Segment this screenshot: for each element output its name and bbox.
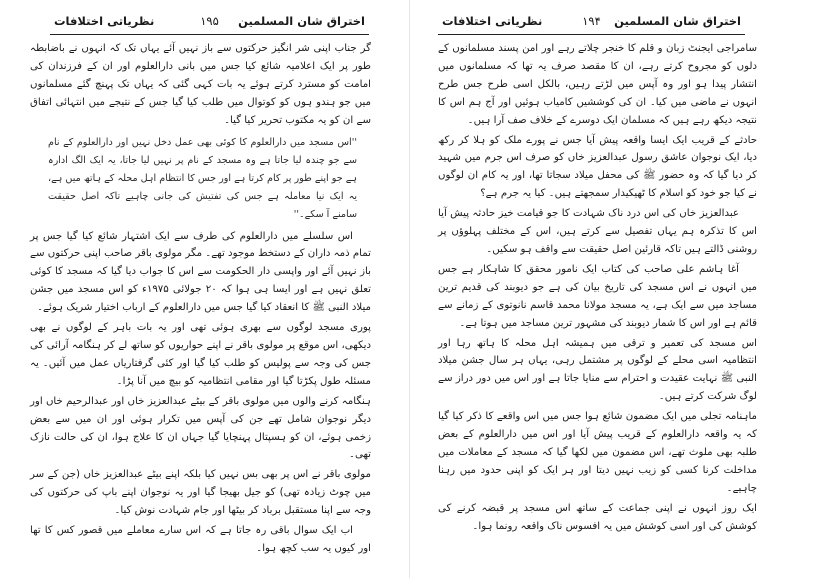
paragraph: عبدالعزیز خاں کی اس درد ناک شہادت کا جو قیامت خیز حادثہ پیش آیا اس کا تذکرہ ہم یہاں تفصیل سے کرتے ہیں، اس کے مختلف پہلوؤں پر روشنی ڈالتے ہیں تاکہ قارئین اصل حقیقت سے واقف ہو سکیں۔ bbox=[438, 208, 757, 255]
paragraph: آغا ہاشم علی صاحب کی کتاب ایک نامور محقق کا شاہکار ہے جس میں انہوں نے اس مسجد کی تاریخ بیان کی ہے جو دیوبند کی قدیم ترین مساجد میں سے ایک ہے، یہ مسجد مولانا محمد قاسم نانوتوی کے زمانے سے قائم ہے اور اس کا شمار دیوبند کی مشہور ترین مساجد میں ہوتا ہے۔ bbox=[438, 263, 757, 329]
paragraph: اس سلسلے میں دارالعلوم کی طرف سے ایک اشتہار شائع کیا گیا جس پر تمام ذمہ داران کے دستخط موجود تھے۔ مگر مولوی باقر صاحب اپنی حرکتوں سے باز نہیں آئے اور واپسی دار الحکومت سے اس کا جواب دیا گیا کہ مسجد کا کوئی تعلق نہیں ہے اور ایسا ہی ہوا کہ ۲۰ جولائی ۱۹۷۵ء کو اس مسجد میں جشن میلاد النبی ﷺ کا انعقاد کیا گیا جس میں دارالعلوم کے ارباب اختیار شریک ہوئے۔ bbox=[30, 230, 371, 314]
paragraph: ایک روز انہوں نے اپنی جماعت کے ساتھ اس مسجد پر قبضہ کرنے کی کوشش کی اور اسی کوشش میں یہ افسوس ناک واقعہ رونما ہوا۔ bbox=[438, 502, 757, 532]
left-header-topic: نظریاتی اختلافات bbox=[54, 14, 155, 28]
paragraph: ماہنامہ تجلی میں ایک مضمون شائع ہوا جس میں اس واقعے کا ذکر کیا گیا کہ یہ واقعہ دارالعلوم کے قریب پیش آیا اور اس میں دارالعلوم کے بعض طلبہ بھی ملوث تھے، اس مضمون میں لکھا گیا کہ مسجد کے معاملات میں مداخلت کرنا کسی کو زیب نہیں دیتا اور ہر ایک کو اپنی حدود میں رہنا چاہیے۔ bbox=[438, 411, 757, 494]
left-page-body bbox=[30, 40, 371, 560]
right-page-body bbox=[438, 40, 757, 537]
right-page-number: ۱۹۴ bbox=[582, 14, 601, 28]
right-page bbox=[410, 0, 819, 578]
paragraph: اب ایک سوال باقی رہ جاتا ہے کہ اس سارے معاملے میں قصور کس کا تھا اور کیوں یہ سب کچھ ہوا۔ bbox=[30, 525, 371, 554]
paragraph: ہنگامہ کرنے والوں میں مولوی باقر کے بیٹے عبدالعزیز خاں اور عبدالرحیم خاں اور دیگر نوجوان شامل تھے جن کی آپس میں تکرار ہوئی اور ان میں سے بعض زخمی ہوئے، ان کو ہسپتال پہنچایا گیا جہاں ان کا علاج ہوا، ان کی حالت نازک تھی۔ bbox=[30, 395, 371, 461]
paragraph: اس مسجد کی تعمیر و ترقی میں ہمیشہ اہل محلہ کا ہاتھ رہا اور انتظامیہ اسی محلے کے لوگوں پر مشتمل رہی، یہاں ہر سال جشن میلاد النبی ﷺ نہایت عقیدت و احترام سے منایا جاتا ہے اور اس میں دور دراز سے لوگ شرکت کرتے ہیں۔ bbox=[438, 337, 757, 403]
left-page bbox=[0, 0, 409, 578]
right-header-topic: نظریاتی اختلافات bbox=[442, 14, 543, 28]
right-page-header bbox=[438, 10, 745, 35]
paragraph: حادثے کے قریب ایک ایسا واقعہ پیش آیا جس نے پورے ملک کو ہلا کر رکھ دیا، ایک نوجوان عاشق رسول عبدالعزیز خاں کو صرف اس جرم میں شہید کر دیا گیا کہ وہ حضور ﷺ کی محفل میلاد سجاتا تھا، اور یہ کام ان لوگوں نے کیا جو خود کو اسلام کا ٹھیکیدار سمجھتے ہیں۔ کیا یہ جرم ہے؟ bbox=[438, 134, 757, 200]
block-quote: ''اس مسجد میں دارالعلوم کا کوئی بھی عمل دخل نہیں اور دارالعلوم کے نام سے جو چندہ لیا جاتا ہے وہ مسجد کے نام پر نہیں لیا جاتا، یہ ایک الگ ادارہ ہے جو اپنے طور پر کام کرتا ہے اور جس کا انتظام اہل محلہ کے ہاتھ میں ہے، یہ ایک نیا معاملہ ہے جس کی تفتیش کی جانی چاہیے تاکہ اصل حقیقت سامنے آ سکے۔'' bbox=[48, 136, 357, 220]
paragraph: پوری مسجد لوگوں سے بھری ہوئی تھی اور یہ بات باہر کے لوگوں نے بھی دیکھی، اس موقع پر مولوی باقر نے اپنے حواریوں کو ساتھ لے کر ہنگامہ آرائی کی جس کی وجہ سے پولیس کو طلب کیا گیا اور کئی گرفتاریاں عمل میں آئیں۔ یہ مسئلہ طول پکڑتا گیا اور مقامی انتظامیہ کو بیچ میں آنا پڑا۔ bbox=[30, 322, 371, 387]
paragraph: سامراجی ایجنٹ زبان و قلم کا خنجر چلاتے رہے اور امن پسند مسلمانوں کے دلوں کو مجروح کرتے رہے، ان کا مقصد صرف یہ تھا کہ مسلمانوں میں انتشار پیدا ہو اور وہ آپس میں لڑتے رہیں، بالکل اسی طرح جس طرح انہوں نے ماضی میں کیا۔ ان کی کوششیں کامیاب ہوئیں اور آج ہم اس کا نتیجہ دیکھ رہے ہیں کہ مسلمان ایک دوسرے کے خلاف صف آرا ہیں۔ bbox=[438, 43, 757, 126]
left-page-number: ۱۹۵ bbox=[200, 14, 219, 28]
left-header-title: اختراق شان المسلمین bbox=[238, 14, 365, 28]
left-page-header bbox=[50, 10, 369, 35]
paragraph: گر جناب اپنی شر انگیز حرکتوں سے باز نہیں آئے یہاں تک کہ انہوں نے باضابطہ طور پر ایک اعلامیہ شائع کیا جس میں بانی دارالعلوم اور ان کے فرزندان کی امامت کو مسترد کرتے ہوئے یہ بات کہی گئی کہ یہاں تک پہنچ گئے مسلمانوں میں جو ہندو ہوں کو کوتوال میں طلب کیا گیا جس کے نتیجے میں انتہائی اتفاق سے ان کو یہ مکتوب تحریر کیا گیا۔ bbox=[30, 43, 371, 126]
paragraph: مولوی باقر نے اس پر بھی بس نہیں کیا بلکہ اپنے بیٹے عبدالعزیز خاں (جن کے سر میں چوٹ زیادہ تھی) کو جیل بھیجا گیا اور یہ نوجوان اپنے باپ کی حرکتوں کی وجہ سے اپنا مستقبل برباد کر بیٹھا اور جام شہادت نوش کیا۔ bbox=[30, 469, 371, 517]
right-header-title: اختراق شان المسلمین bbox=[614, 14, 741, 28]
